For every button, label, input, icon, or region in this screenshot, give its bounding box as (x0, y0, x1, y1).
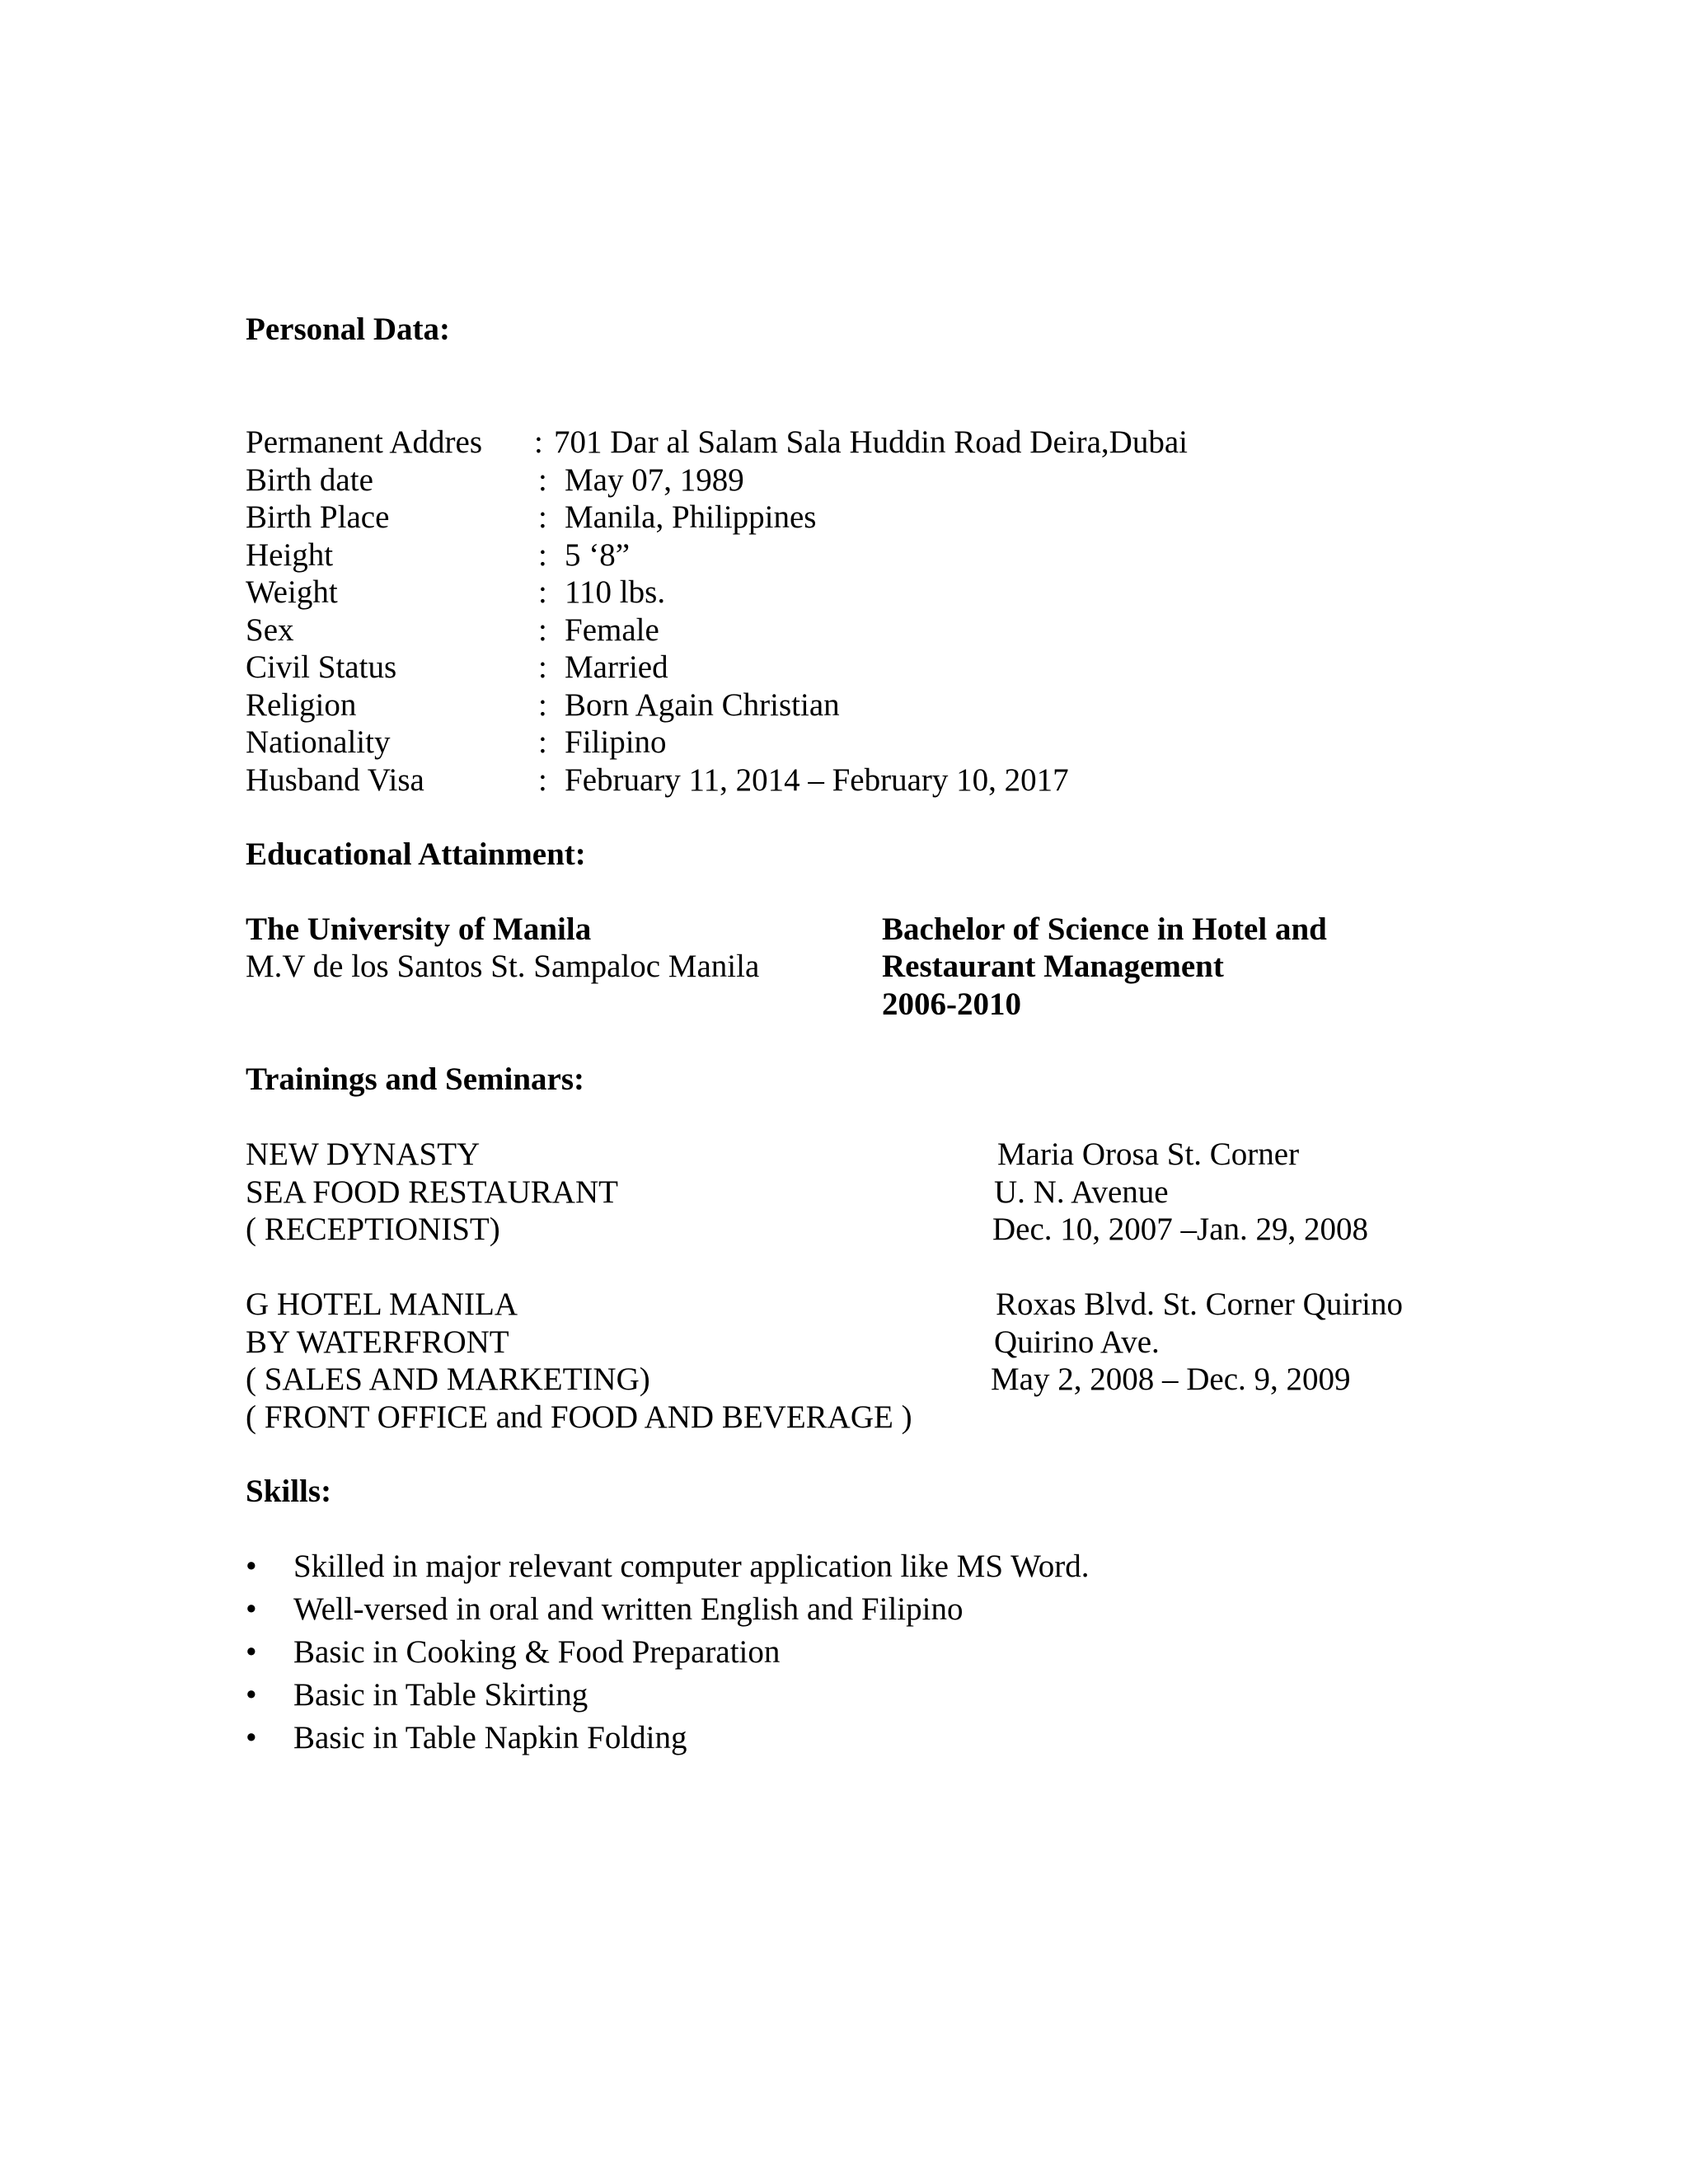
skill-text: Basic in Cooking & Food Preparation (293, 1634, 781, 1670)
field-colon: : (538, 687, 547, 723)
personal-data-heading: Personal Data: (246, 312, 451, 347)
training-2-address-line-1: Roxas Blvd. St. Corner Quirino (996, 1286, 1403, 1322)
degree-years: 2006-2010 (882, 987, 1021, 1022)
skill-text: Basic in Table Napkin Folding (293, 1720, 687, 1755)
skill-text: Basic in Table Skirting (293, 1677, 588, 1713)
bullet-icon: • (246, 1549, 257, 1584)
field-colon: : (538, 649, 547, 685)
training-2-company-line-2: BY WATERFRONT (246, 1324, 509, 1360)
field-colon: : (538, 537, 547, 573)
field-value: Born Again Christian (565, 687, 840, 723)
field-value: 701 Dar al Salam Sala Huddin Road Deira,Dubai (554, 424, 1188, 460)
training-1-dates: Dec. 10, 2007 –Jan. 29, 2008 (992, 1212, 1369, 1247)
field-colon: : (538, 612, 547, 648)
school-address: M.V de los Santos St. Sampaloc Manila (246, 949, 760, 984)
field-colon: : (538, 499, 547, 535)
field-value: February 11, 2014 – February 10, 2017 (565, 762, 1069, 798)
field-label: Birth Place (246, 499, 390, 535)
training-1-company-line-2: SEA FOOD RESTAURANT (246, 1174, 618, 1210)
bullet-icon: • (246, 1634, 257, 1670)
field-label: Religion (246, 687, 357, 723)
training-1-address-line-1: Maria Orosa St. Corner (997, 1137, 1300, 1172)
bullet-icon: • (246, 1677, 257, 1713)
field-value: Manila, Philippines (565, 499, 817, 535)
training-2-role: ( SALES AND MARKETING) (246, 1361, 650, 1397)
field-label: Husband Visa (246, 762, 424, 798)
skills-heading: Skills: (246, 1474, 332, 1509)
school-name: The University of Manila (246, 912, 592, 947)
bullet-icon: • (246, 1591, 257, 1627)
training-1-role: ( RECEPTIONIST) (246, 1212, 500, 1247)
field-label: Sex (246, 612, 294, 648)
skill-text: Well-versed in oral and written English and Filipino (293, 1591, 964, 1627)
degree-line-2: Restaurant Management (882, 949, 1224, 984)
field-label: Birth date (246, 462, 373, 498)
field-label: Permanent Addres (246, 424, 483, 460)
bullet-icon: • (246, 1720, 257, 1755)
training-1-address-line-2: U. N. Avenue (994, 1174, 1169, 1210)
training-1-company: NEW DYNASTY (246, 1137, 481, 1172)
field-value: Married (565, 649, 668, 685)
field-value: May 07, 1989 (565, 462, 744, 498)
degree-line-1: Bachelor of Science in Hotel and (882, 912, 1327, 947)
skill-text: Skilled in major relevant computer application like MS Word. (293, 1549, 1090, 1584)
training-2-address-line-2: Quirino Ave. (994, 1324, 1160, 1360)
training-2-role-line-2: ( FRONT OFFICE and FOOD AND BEVERAGE ) (246, 1399, 912, 1435)
field-colon: : (538, 574, 547, 610)
field-value: 110 lbs. (565, 574, 666, 610)
field-colon: : (538, 762, 547, 798)
trainings-heading: Trainings and Seminars: (246, 1062, 585, 1097)
field-label: Height (246, 537, 334, 573)
field-value: Filipino (565, 724, 667, 760)
field-value: 5 ‘8” (565, 537, 631, 573)
field-colon: : (538, 462, 547, 498)
field-label: Weight (246, 574, 338, 610)
field-value: Female (565, 612, 659, 648)
field-label: Nationality (246, 724, 391, 760)
field-colon: : (538, 724, 547, 760)
field-colon: : (534, 424, 543, 460)
field-label: Civil Status (246, 649, 397, 685)
education-heading: Educational Attainment: (246, 837, 586, 872)
training-2-dates: May 2, 2008 – Dec. 9, 2009 (991, 1361, 1351, 1397)
training-2-company: G HOTEL MANILA (246, 1286, 518, 1322)
